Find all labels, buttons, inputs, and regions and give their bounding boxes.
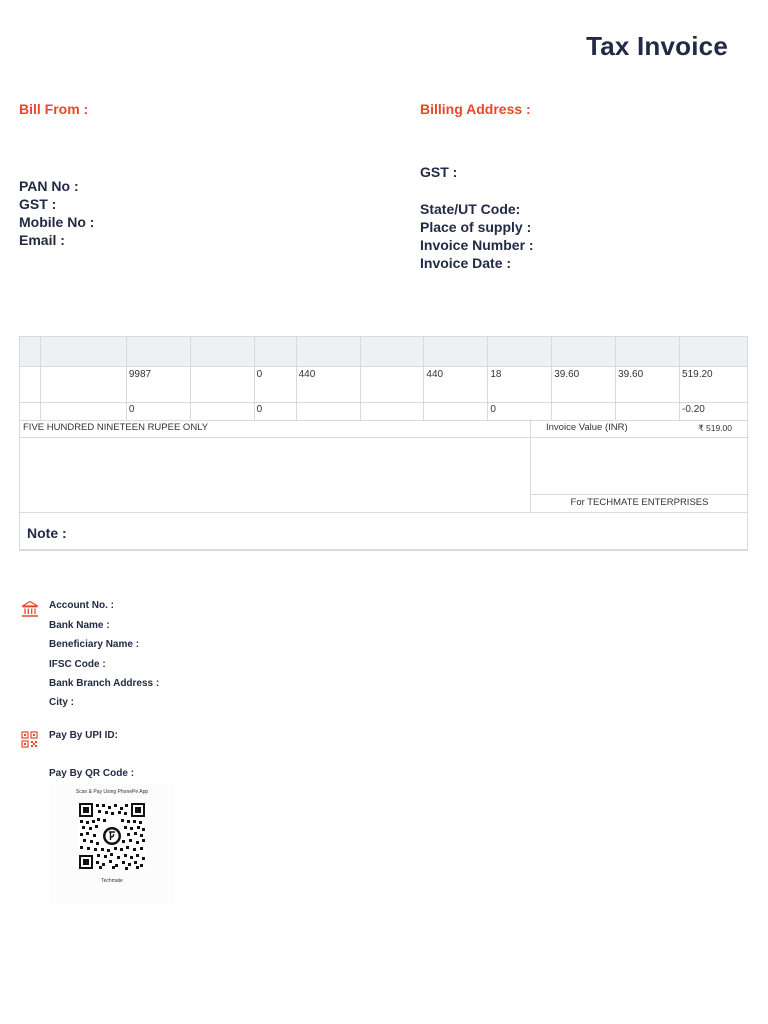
table-cell: 39.60 [616, 367, 680, 402]
amount-in-words: FIVE HUNDRED NINETEEN RUPEE ONLY [23, 422, 209, 433]
bank-icon [21, 600, 39, 618]
table-cell [191, 403, 255, 420]
table-cell [191, 367, 255, 402]
header-cell [255, 337, 297, 366]
table-cell [552, 403, 616, 420]
qr-caption-bottom: Techmate [101, 878, 123, 884]
email-field: Email : [19, 232, 65, 248]
header-cell [297, 337, 361, 366]
qr-code-label: Pay By QR Code : [49, 768, 135, 779]
header-cell [488, 337, 552, 366]
table-header-row [20, 337, 747, 367]
header-cell [127, 337, 191, 366]
invoice-date-field: Invoice Date : [420, 255, 512, 271]
header-cell [41, 337, 127, 366]
billing-address-label: Billing Address : [420, 101, 531, 117]
table-cell [297, 403, 361, 420]
table-cell [616, 403, 680, 420]
pan-field: PAN No : [19, 178, 79, 194]
qr-caption-top: Scan & Pay Using PhonePe App [75, 789, 149, 795]
note-box [19, 512, 748, 551]
qr-card [49, 784, 175, 904]
table-cell: 0 [255, 367, 297, 402]
summary-box [19, 419, 748, 513]
account-no-field: Account No. : [49, 600, 114, 611]
table-cell: 440 [424, 367, 488, 402]
table-cell: 18 [488, 367, 552, 402]
city-field: City : [49, 697, 74, 708]
table-cell [361, 403, 425, 420]
beneficiary-field: Beneficiary Name : [49, 639, 140, 650]
note-label: Note : [27, 525, 67, 541]
header-cell [424, 337, 488, 366]
qr-code-image [78, 802, 146, 870]
table-cell [20, 403, 41, 420]
table-cell: 39.60 [552, 367, 616, 402]
invoice-value-label: Invoice Value (INR) [546, 422, 628, 433]
upi-field: Pay By UPI ID: [49, 730, 118, 741]
header-cell [361, 337, 425, 366]
table-cell [361, 367, 425, 402]
table-row [20, 403, 747, 420]
header-cell [552, 337, 616, 366]
gst-field-billing: GST : [420, 164, 458, 180]
header-cell [616, 337, 680, 366]
table-cell: 440 [297, 367, 361, 402]
header-cell [191, 337, 255, 366]
gst-field-from: GST : [19, 196, 57, 212]
place-of-supply-field: Place of supply : [420, 219, 532, 235]
table-cell [20, 367, 41, 402]
invoice-value: ₹ 519.00 [698, 423, 732, 433]
items-table [19, 336, 748, 421]
table-cell: 0 [488, 403, 552, 420]
for-company-signature: For TECHMATE ENTERPRISES [570, 497, 709, 508]
mobile-field: Mobile No : [19, 214, 95, 230]
table-cell-hsn: 9987 [127, 367, 191, 402]
qr-icon [21, 731, 38, 748]
table-cell: 0 [127, 403, 191, 420]
bill-from-label: Bill From : [19, 101, 89, 117]
invoice-title: Tax Invoice [586, 31, 728, 61]
table-cell-total: 519.20 [682, 369, 713, 380]
header-cell [680, 337, 747, 366]
table-cell [41, 367, 127, 402]
bank-name-field: Bank Name : [49, 620, 110, 631]
divider [20, 437, 749, 438]
table-cell: 0 [255, 403, 297, 420]
table-cell-roundoff: -0.20 [682, 404, 705, 415]
table-row [20, 367, 747, 403]
state-code-field: State/UT Code: [420, 201, 521, 217]
header-cell [20, 337, 41, 366]
divider [530, 494, 749, 495]
ifsc-field: IFSC Code : [49, 659, 106, 670]
table-cell [41, 403, 127, 420]
branch-address-field: Bank Branch Address : [49, 678, 160, 689]
table-cell [424, 403, 488, 420]
invoice-number-field: Invoice Number : [420, 237, 534, 253]
